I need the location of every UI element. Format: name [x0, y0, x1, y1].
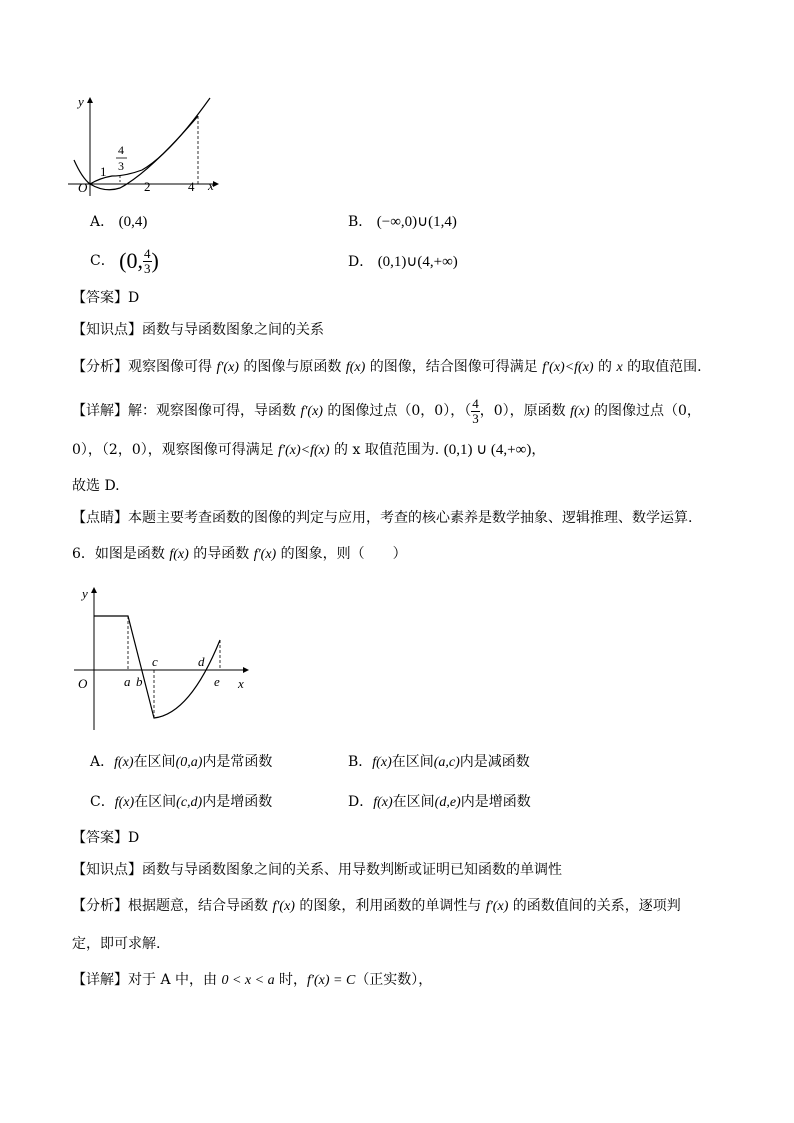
q6-option-b[interactable]: B．f(x)在区间(a,c)内是减函数	[348, 754, 530, 770]
option-value: (−∞,0)∪(1,4)	[376, 214, 457, 230]
graph-f-and-derivative	[60, 92, 230, 198]
x-label: x	[238, 676, 244, 691]
tick-label-2: 2	[144, 179, 151, 194]
option-value: (0,1)∪(4,+∞)	[377, 254, 458, 270]
tick-label-43-den: 3	[118, 159, 124, 173]
option-letter: A．	[90, 214, 115, 230]
option-value-prefix: (0,	[119, 248, 143, 273]
q6-detail: 【详解】对于 A 中，由 0 < x < a 时，f′(x) = C（正实数），	[72, 972, 433, 988]
y-label: y	[78, 94, 84, 109]
q5-option-c[interactable]	[90, 246, 159, 276]
y-label: y	[82, 586, 88, 601]
detail-fraction: $\frac{4}{3}$	[472, 395, 479, 426]
label-a: a	[124, 674, 131, 689]
x-label: x	[208, 178, 214, 193]
q6-option-a[interactable]: A．f(x)在区间(0,a)内是常函数	[90, 754, 273, 770]
tick-label-1: 1	[100, 164, 107, 179]
option-fraction: $\frac{4}{3}$	[144, 245, 151, 276]
label-e: e	[214, 674, 220, 689]
q5-detail-line1: 【详解】解：观察图像可得，导函数 f′(x) 的图像过点（0，0），（ $\frac{4}{3}$ ，0），原函数 f(x) 的图像过点（0，	[72, 395, 701, 426]
label-b: b	[136, 674, 143, 689]
origin-label: O	[78, 676, 88, 691]
q6-analysis-line1: 【分析】根据题意，结合导函数 f′(x) 的图象，利用函数的单调性与 f′(x) 的函数值间的关系，逐项判	[72, 898, 681, 914]
q5-option-a[interactable]	[90, 212, 147, 232]
q5-option-b[interactable]	[348, 212, 457, 232]
label-d: d	[198, 654, 205, 669]
q6-option-c[interactable]: C．f(x)在区间(c,d)内是增函数	[90, 794, 273, 810]
option-value: (0,4)	[118, 214, 148, 230]
curve-parabola	[74, 116, 198, 190]
q6-answer: 【答案】D	[72, 830, 140, 846]
q5-comment: 【点睛】本题主要考查函数的图像的判定与应用，考查的核心素养是数学抽象、逻辑推理、数学运算.	[72, 510, 693, 526]
q6-option-d[interactable]: D．f(x)在区间(d,e)内是增函数	[348, 794, 531, 810]
option-letter: C．	[90, 253, 115, 269]
q5-option-d[interactable]	[348, 252, 458, 272]
tick-label-4: 4	[188, 179, 195, 194]
q5-detail-line2: 0），（2，0），观察图像可得满足 f′(x)<f(x) 的 x 取值范围为. (0,1) ∪ (4,+∞)，	[72, 442, 546, 458]
q6-analysis-line2: 定，即可求解.	[72, 936, 161, 952]
q5-conclusion: 故选 D.	[72, 478, 120, 494]
tick-label-43-num: 4	[118, 143, 124, 157]
option-letter: D．	[348, 254, 374, 270]
q5-analysis: 【分析】观察图像可得 f′(x) 的图像与原函数 f(x) 的图像，结合图像可得满足 f′(x)<f(x) 的 x 的取值范围.	[72, 359, 702, 375]
q5-answer: 【答案】D	[72, 290, 140, 306]
option-letter: B．	[348, 214, 373, 230]
curve-cubic	[90, 98, 210, 184]
q6-stem: 6．如图是函数 f(x) 的导函数 f′(x) 的图象，则（ ）	[72, 546, 407, 562]
label-c: c	[152, 654, 158, 669]
origin-label: O	[78, 180, 88, 195]
graph-derivative	[70, 584, 260, 734]
option-value-suffix: )	[151, 248, 159, 273]
q6-knowledge: 【知识点】函数与导函数图象之间的关系、用导数判断或证明已知函数的单调性	[72, 862, 562, 878]
q5-knowledge: 【知识点】函数与导函数图象之间的关系	[72, 322, 324, 338]
